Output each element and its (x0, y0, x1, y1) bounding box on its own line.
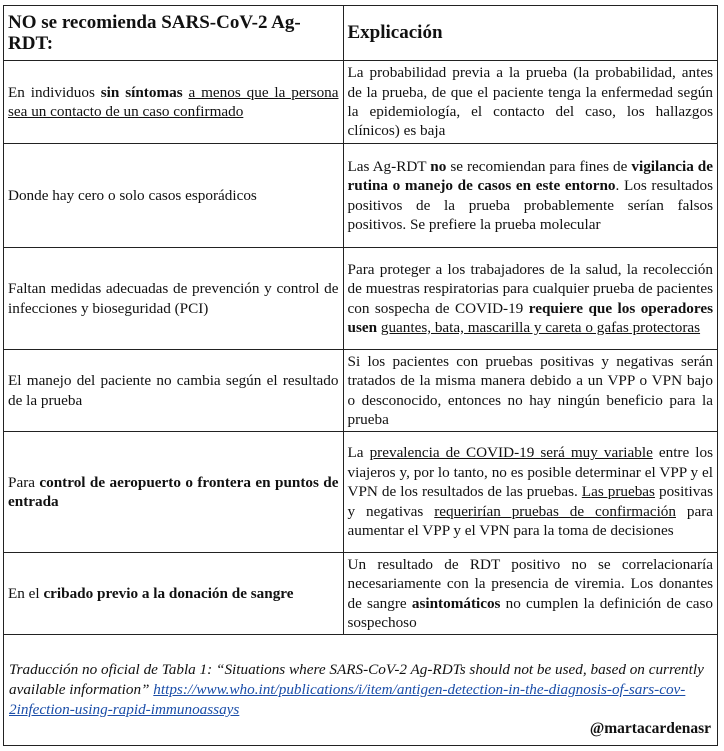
text-segment: entre los viajeros y, por lo tanto, no es posible determinar el VPP y el VPN de los resultados de las pruebas. (347, 444, 713, 501)
table-header-row (4, 6, 717, 60)
table-row (4, 552, 717, 634)
source-link[interactable]: https://www.who.int/publications/i/item/antigen-detection-in-the-diagnosis-of-sars-cov-2infection-using-rapid-immunoassays (9, 681, 686, 718)
document-frame (3, 5, 718, 746)
text-segment: Para proteger a los trabajadores de la salud, la recolección de muestras respiratorias para cualquier prueba de pacientes con sospecha de COVID-19 (347, 260, 713, 317)
underlined-text: a menos que la persona sea un contacto de un caso confirmado (8, 83, 339, 120)
row-explanation (343, 552, 717, 634)
bold-text: vigilancia de rutina o manejo de casos en este entorno (347, 157, 713, 195)
text-segment: no cumplen la definición de caso sospechoso (347, 594, 713, 631)
text-segment: La (347, 444, 370, 462)
translation-note (4, 656, 717, 745)
text-segment: Faltan medidas adecuadas de prevención y control de infecciones y bioseguridad (PCI) (8, 280, 339, 317)
text-segment: Las Ag-RDT (347, 157, 431, 175)
text-segment: se recomiendan para fines de (446, 157, 632, 175)
text-segment: para aumentar el VPP y el VPN para la toma de decisiones (347, 502, 713, 540)
author-handle: @martacardenasr (589, 720, 711, 737)
table-row (4, 247, 717, 349)
underlined-text: prevalencia de COVID-19 será muy variable (369, 444, 653, 462)
text-segment: Un resultado de RDT positivo no se correlacionaría necesariamente con la presencia de viremia. Los donantes de sangre (347, 555, 713, 612)
text-segment: Si los pacientes con pruebas positivas y negativas serán tratados de la misma manera debido a un VPP o VPN bajo o desconocido, entonces no hay ningún beneficio para la prueba (347, 352, 713, 428)
footer-text: Traducción no oficial de Tabla 1: “Situations where SARS-CoV-2 Ag-RDTs should not be used, based on currently available information” (9, 661, 704, 698)
text-segment: La probabilidad previa a la prueba (la probabilidad, antes de la prueba, de que el paciente tenga la enfermedad según la epidemiología, el contacto del caso, los hallazgos clínicos) es baja (347, 64, 713, 140)
underlined-text: guantes, bata, mascarilla y careta o gafas protectoras (380, 318, 701, 336)
table-row (4, 143, 717, 247)
header-col-explanation: Explicación (343, 6, 717, 60)
bold-text: control de aeropuerto o frontera en puntos de entrada (8, 473, 339, 510)
row-situation (4, 349, 343, 431)
row-situation (4, 247, 343, 349)
text-segment: . Los resultados positivos de la prueba probablemente serían falsos positivos. Se prefiere la prueba molecular (347, 177, 713, 233)
header-col-not-recommended: NO se recomienda SARS-CoV-2 Ag-RDT: (4, 6, 343, 60)
bold-text: asintomáticos (411, 594, 501, 612)
bold-text: requiere que los operadores usen (347, 299, 713, 336)
row-situation (4, 431, 343, 552)
row-situation (4, 552, 343, 634)
row-explanation (343, 143, 717, 247)
table-row (4, 60, 717, 143)
row-explanation (343, 431, 717, 552)
text-segment: En individuos (8, 83, 101, 101)
underlined-text: requerirían pruebas de confirmación (434, 502, 676, 520)
underlined-text: Las pruebas (581, 483, 655, 501)
row-explanation (343, 247, 717, 349)
table-row (4, 349, 717, 431)
text-segment: positivas y negativas (347, 483, 713, 520)
row-explanation (343, 349, 717, 431)
recommendation-table (4, 6, 717, 635)
text-segment: Para (8, 473, 40, 491)
text-segment: Donde hay cero o solo casos esporádicos (8, 186, 257, 204)
bold-text: cribado previo a la donación de sangre (43, 584, 294, 602)
text-segment: El manejo del paciente no cambia según el resultado de la prueba (8, 372, 339, 409)
text-segment: En el (8, 584, 44, 602)
row-explanation (343, 60, 717, 143)
bold-text: sin síntomas (100, 83, 183, 101)
row-situation (4, 60, 343, 143)
row-situation (4, 143, 343, 247)
bold-text: no (430, 157, 447, 175)
table-row (4, 431, 717, 552)
